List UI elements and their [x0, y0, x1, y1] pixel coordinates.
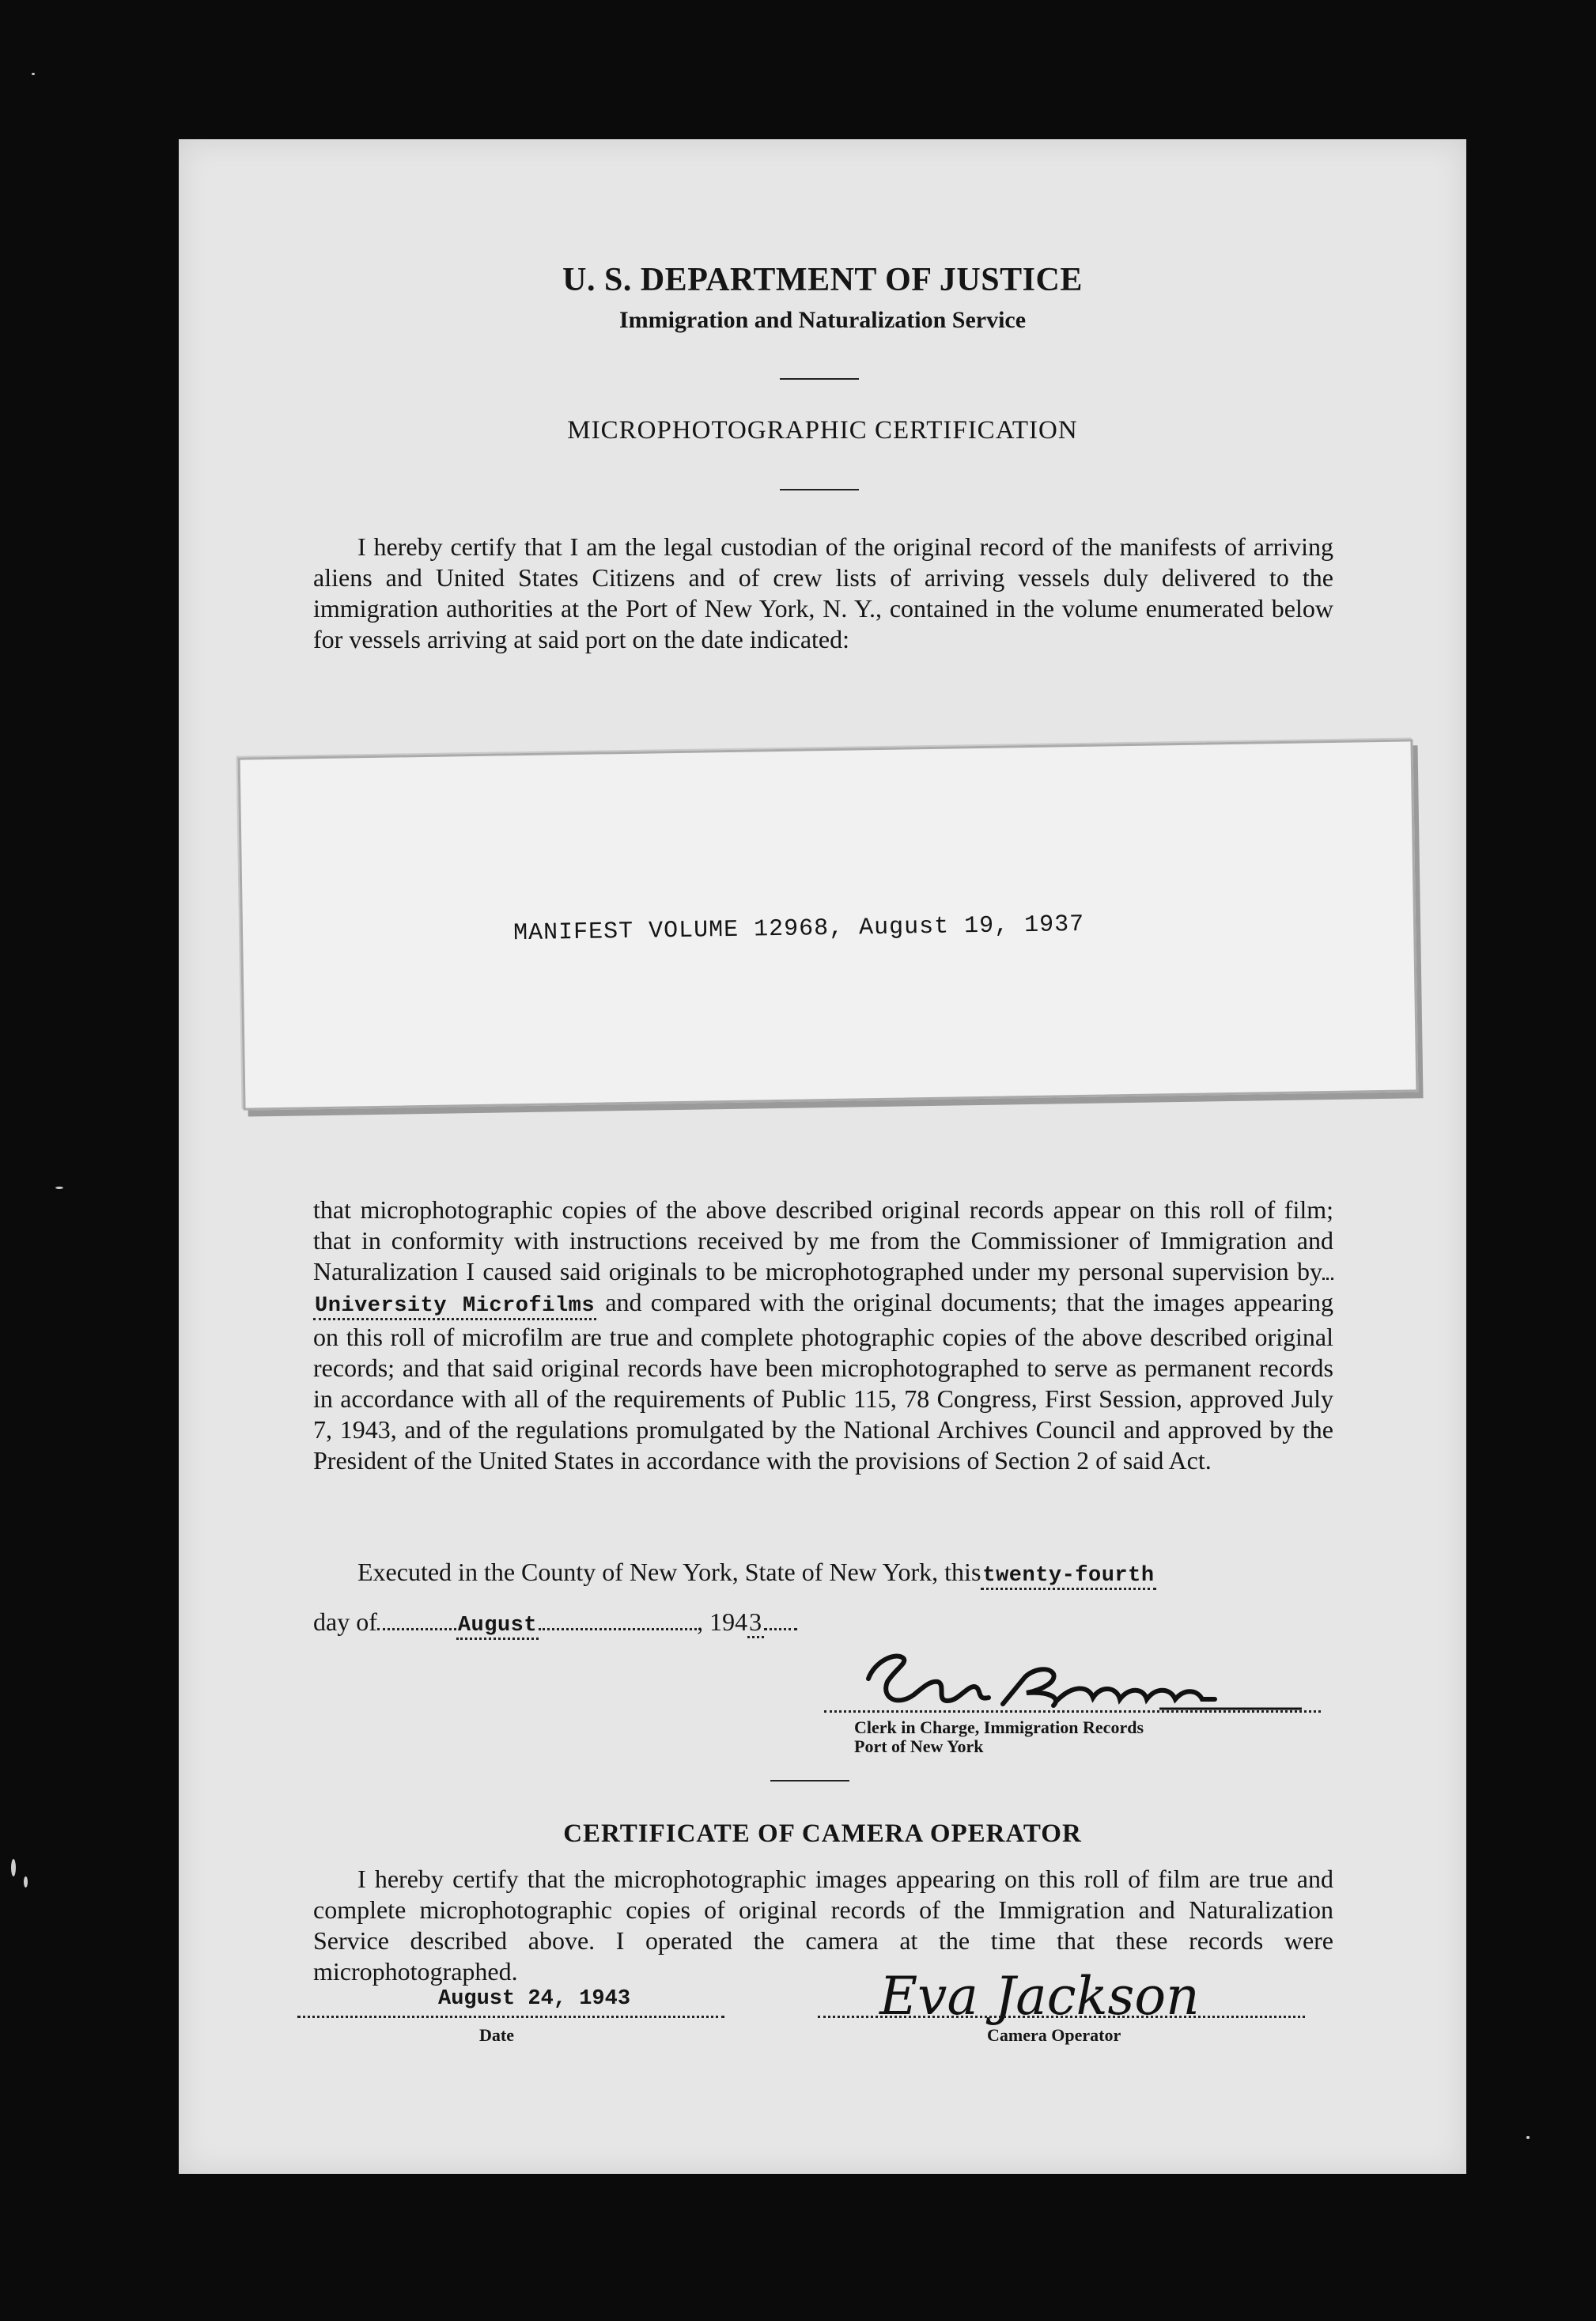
date-line	[297, 2016, 724, 2018]
fill-dots	[539, 1609, 697, 1630]
day-field: twenty-fourth	[981, 1564, 1155, 1590]
film-speck	[1526, 2136, 1530, 2139]
supervisor-field: University Microfilms	[313, 1294, 596, 1320]
camera-operator-heading: CERTIFICATE OF CAMERA OPERATOR	[563, 1819, 1082, 1848]
operator-signature-line	[818, 2016, 1305, 2018]
intro-paragraph: I hereby certify that I am the legal custodian of the original record of the manifests of arriving aliens and United States Citizens and of crew lists of arriving vessels duly delivered to the immigration authorities at the Port of New York, N. Y., contained in the volume enumerated below for vessels arriving at said port on the date indicated:	[313, 532, 1333, 653]
month-field: August	[456, 1614, 539, 1640]
operator-signature-text: Eva Jackson	[879, 1966, 1200, 2027]
certification-body	[313, 1195, 1333, 1476]
clerk-signature-line	[824, 1710, 1321, 1713]
record-slip	[238, 739, 1419, 1110]
execution-text: Executed in the County of New York, State of New York, this	[357, 1558, 981, 1586]
year-prefix: , 194	[697, 1607, 748, 1636]
divider-rule	[770, 1780, 849, 1781]
body-text-part2: and compared with the original documents; that the images appearing on this roll of microfilm are true and complete photographic copies of the above described original records; and that said original records have been microphotographed to serve as permanent records in accordance with all of the requirements of Public 115, 78 Congress, First Session, approved July 7, 1943, and of the regulations promulgated by the National Archives Council and approved by the President of the United States in accordance with the provisions of Section 2 of said Act.	[313, 1288, 1334, 1475]
clerk-title-line1: Clerk in Charge, Immigration Records	[854, 1717, 1144, 1737]
execution-line	[313, 1557, 1333, 1592]
film-speck	[55, 1187, 63, 1189]
fill-dots	[377, 1609, 456, 1630]
fill-dots	[764, 1609, 797, 1630]
day-of-label: day of	[313, 1607, 377, 1636]
year-digit: 3	[747, 1607, 764, 1638]
film-speck	[32, 73, 35, 75]
certification-title: MICROPHOTOGRAPHIC CERTIFICATION	[567, 416, 1078, 445]
date-label: Date	[479, 2025, 514, 2045]
film-speck	[11, 1859, 16, 1876]
fill-dots	[1322, 1259, 1333, 1280]
clerk-title	[854, 1718, 1144, 1756]
divider-rule	[780, 378, 859, 380]
divider-rule	[780, 489, 859, 490]
service-subheading: Immigration and Naturalization Service	[618, 307, 1027, 333]
day-of-line	[313, 1607, 797, 1638]
camera-operator-label: Camera Operator	[987, 2025, 1121, 2045]
clerk-title-line2: Port of New York	[854, 1736, 984, 1756]
certificate-page	[179, 139, 1466, 2174]
date-field: August 24, 1943	[438, 1987, 631, 2011]
department-heading: U. S. DEPARTMENT OF JUSTICE	[562, 262, 1083, 298]
manifest-volume-text: MANIFEST VOLUME 12968, August 19, 1937	[512, 911, 1085, 948]
clerk-signature	[819, 1630, 1310, 1717]
body-text-part1: that microphotographic copies of the above described original records appear on this roll of film; that in conformity with instructions received by me from the Commissioner of Immigration and Naturalization I caused said originals to be microphotographed under my personal supervision by	[313, 1195, 1333, 1285]
camera-operator-paragraph: I hereby certify that the microphotographic images appearing on this roll of film are true and complete microphotographic copies of original records of the Immigration and Naturalization Service described above. I operated the camera at the time that these records were microphotographed.	[313, 1865, 1333, 1986]
film-speck	[24, 1876, 28, 1887]
